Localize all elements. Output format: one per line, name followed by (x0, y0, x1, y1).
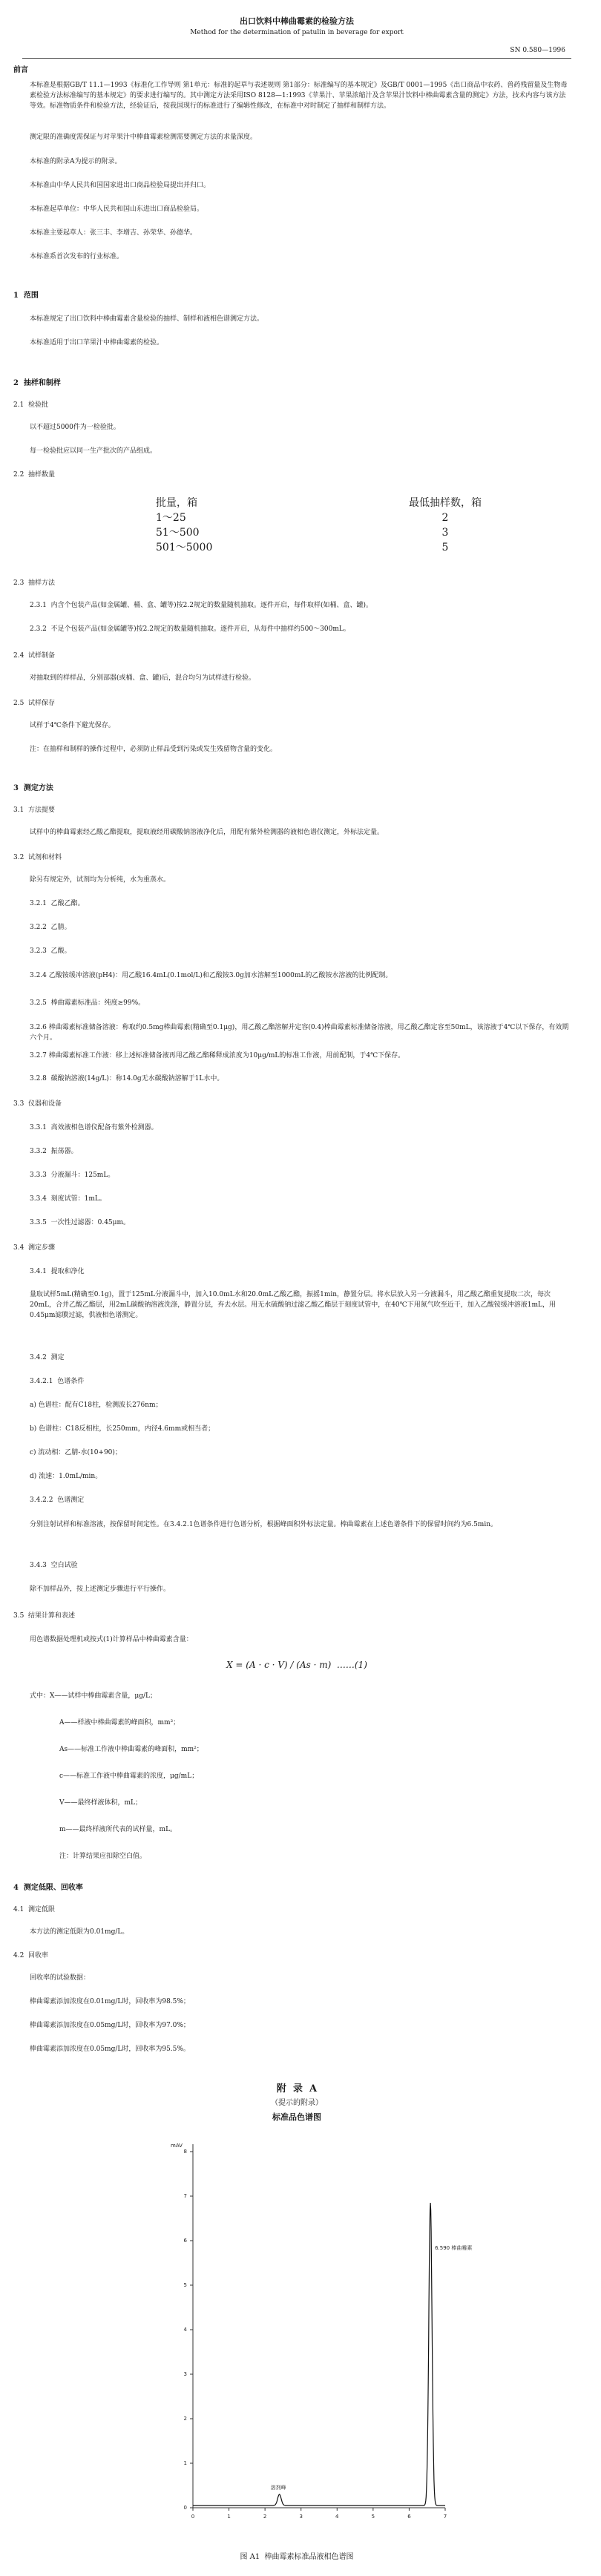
section-heading: 2 抽样和制样 (13, 379, 61, 387)
equipment-item: 3.3.1 高效液相色谱仪配备有紫外检测器。 (30, 1124, 158, 1131)
chart-y-tick-label: 3 (183, 2371, 187, 2377)
chart-x-tick-label: 4 (335, 2514, 339, 2520)
foreword-paragraph: 测定限的准确度需保证与对苹果汁中棒曲霉素检测需要测定方法的求量深度。 (30, 134, 257, 141)
table-row (156, 525, 542, 540)
formula: X = (A · c · V) / (As · m) ……(1) (226, 1660, 367, 1670)
appendix-title: 附 录 A (276, 2083, 318, 2094)
reagent-item: 3.2.3 乙酸。 (30, 947, 71, 955)
section-text: 每一检验批应以同一生产批次的产品组成。 (30, 447, 157, 455)
chart-y-label: mAV (171, 2143, 183, 2149)
section-text: 对抽取到的样样品，分别部器(或桶、盒、罐)后，混合均匀为试样进行检验。 (30, 674, 256, 682)
recovery-line: 棒曲霉素添加浓度在0.01mg/L时，回收率为98.5%； (30, 1998, 190, 2005)
section-text: 2.3.2 不足个包装产品(如金属罐等)按2.2规定的数量随机抽取。逐件开启，从每件中抽样约500～300mL。 (30, 625, 350, 633)
chart-y-tick-label: 2 (183, 2416, 187, 2422)
foreword-paragraph: 本标准起草单位：中华人民共和国山东进出口商品检验局。 (30, 206, 204, 213)
section-text: 量取试样5mL(精确至0.1g)，置于125mL分液漏斗中，加入10.0mL水和20.0mL乙酸乙酯，振摇1min，静置分层。将水层放入另一分液漏斗，用乙酸乙酯重复提取二次，每次20mL，合并乙酸乙酯层，用2mL碳酸钠溶液洗涤，静置分层，弃去水层。用无水硫酸钠过滤乙酸乙酯层于刻度试管中，在40℃下用氮气吹至近干，加入乙酸铵缓冲溶液1mL，用0.45μm滤膜过滤，供液相色谱测定。 (30, 1291, 556, 1319)
subsection-heading: 2.1 检验批 (13, 401, 49, 409)
chart-y-ticks (184, 2149, 193, 2511)
section-text: 本标准规定了出口饮料中棒曲霉素含量检验的抽样、制样和液相色谱测定方法。 (30, 315, 264, 323)
section-text: 试样中的棒曲霉素经乙酸乙酯提取，提取液经用碳酸钠溶液净化后，用配有紫外检测器的液相色谱仪测定，外标法定量。 (30, 829, 384, 836)
chart-x-tick-label: 1 (227, 2514, 231, 2520)
equipment-item: 3.3.4 刻度试管：1mL。 (30, 1195, 106, 1203)
subsection-heading: 3.4 测定步骤 (13, 1244, 56, 1252)
subsubsection-heading: 3.4.1 提取和净化 (30, 1268, 85, 1275)
reagent-item: 3.2.1 乙酸乙酯。 (30, 900, 85, 907)
peak-label-patulin: 6.590 棒曲霉素 (435, 2245, 473, 2251)
section-text: 除另有规定外，试剂均为分析纯，水为重蒸水。 (30, 876, 171, 884)
subsubsection-heading: 3.4.2.2 色谱测定 (30, 1496, 85, 1504)
section-text: 本方法的测定低限为0.01mg/L。 (30, 1928, 129, 1936)
reagent-item: 3.2.2 乙腈。 (30, 924, 71, 931)
section-text: 回收率的试验数据： (30, 1974, 91, 1982)
chart-x-tick-label: 6 (407, 2514, 411, 2520)
table-row (156, 540, 542, 555)
subsection-heading: 4.2 回收率 (13, 1952, 49, 1959)
subsubsection-heading: 3.4.2.1 色谱条件 (30, 1378, 85, 1385)
formula-note: 注：计算结果应扣除空白值。 (59, 1853, 147, 1860)
equipment-item: 3.3.5 一次性过滤器：0.45μm。 (30, 1219, 131, 1226)
recovery-line: 棒曲霉素添加浓度在0.05mg/L时，回收率为97.0%； (30, 2022, 190, 2029)
subsection-heading: 2.4 试样制备 (13, 652, 56, 660)
table-cell-lot: 51～500 (156, 527, 200, 539)
chromatography-condition: c) 流动相：乙腈-水(10+90)； (30, 1449, 122, 1456)
table-header-row (156, 496, 542, 510)
subsection-heading: 3.2 试剂和材料 (13, 854, 62, 861)
section-text: 用色谱数据处理机或按式(1)计算样品中棒曲霉素含量： (30, 1636, 193, 1643)
formula-where: 式中：X——试样中棒曲霉素含量，μg/L； (30, 1692, 157, 1700)
foreword-paragraph: 本标准是根据GB/T 11.1—1993《标准化工作导则 第1单元：标准的起草与表述规则 第1部分：标准编写的基本规定》及GB/T 0001—1995《出口商品中农药、兽药残留量及生物毒素检验方法标准编写的基本规定》的要求进行编写的。其中测定方法采用ISO 8128—1:1993《苹果汁、苹果浓缩汁及含苹果汁饮料中棒曲霉素含量的测定》方法，技术内容与该方法等效。标准物质条件和检验方法，经验证后，按我国现行的标准进行了编辑性修改，在标准中对时制定了抽样和制样方法。 (30, 82, 568, 110)
section-heading: 4 测定低限、回收率 (13, 1884, 83, 1892)
subsubsection-heading: 3.4.2 测定 (30, 1354, 65, 1361)
section-text: 试样于4℃条件下避光保存。 (30, 722, 115, 729)
chart-trace-line (193, 2203, 445, 2506)
chart-y-tick-label: 0 (183, 2505, 187, 2511)
chart-y-tick-label: 8 (183, 2149, 187, 2155)
section-text: 本标准适用于出口苹果汁中棒曲霉素的检验。 (30, 339, 164, 346)
section-text: 2.3.1 内含个包装产品(如金属罐、桶、盒、罐等)按2.2规定的数量随机抽取。逐件开启，每件取样(如桶、盒、罐)。 (30, 602, 372, 609)
document-title: 出口饮料中棒曲霉素的检验方法 (240, 16, 354, 26)
chart-x-tick-label: 7 (443, 2514, 447, 2520)
formula-variable: As——标准工作液中棒曲霉素的峰面积，mm²； (59, 1746, 203, 1753)
standard-number: SN 0.580—1996 (510, 47, 565, 54)
chromatography-condition: b) 色谱柱：C18反相柱，长250mm，内径4.6mm或相当者； (30, 1425, 215, 1433)
subsection-heading: 3.3 仪器和设备 (13, 1100, 62, 1108)
equipment-item: 3.3.2 振荡器。 (30, 1148, 78, 1155)
reagent-item: 3.2.8 碳酸钠溶液(14g/L)：称14.0g无水碳酸钠溶解于1L水中。 (30, 1075, 224, 1082)
subsection-heading: 2.2 抽样数量 (13, 471, 56, 479)
recovery-line: 棒曲霉素添加浓度在0.05mg/L时，回收率为95.5%。 (30, 2046, 190, 2053)
subsection-heading: 3.1 方法提要 (13, 806, 56, 814)
reagent-item: 3.2.5 棒曲霉素标准品：纯度≥99%。 (30, 999, 145, 1007)
reagent-item: 3.2.7 棒曲霉素标准工作液：移上述标准储备液再用乙酸乙酯稀释成浓度为10μg/mL的标准工作液，用前配制，于4℃下保存。 (30, 1052, 405, 1059)
chart-x-tick-label: 5 (371, 2514, 375, 2520)
appendix-subtitle: （提示的附录） (271, 2099, 323, 2107)
formula-variable: m——最终样液所代表的试样量，mL。 (59, 1826, 177, 1833)
chart-y-tick-label: 4 (183, 2327, 187, 2333)
reagent-item: 3.2.6 棒曲霉素标准储备溶液：称取约0.5mg棒曲霉素(精确至0.1μg)，用乙酸乙酯溶解并定容(0.4)棒曲霉素标准储备溶液，用乙酸乙酯定容至50mL，该溶液于4℃以下保存，有效期六个月。 (30, 1024, 569, 1042)
subsubsection-heading: 3.4.3 空白试验 (30, 1562, 78, 1569)
section-text: 以不超过5000件为一检验批。 (30, 424, 120, 431)
section-note: 注：在抽样和制样的操作过程中，必须防止样品受到污染或发生残留物含量的变化。 (30, 746, 277, 753)
chart-y-tick-label: 7 (183, 2193, 187, 2199)
table-row (156, 510, 542, 525)
chart-x-tick-label: 0 (191, 2514, 195, 2520)
table-header-lot: 批量，箱 (156, 497, 197, 509)
section-heading: 3 测定方法 (13, 784, 53, 792)
chart-x-tick-label: 2 (263, 2514, 267, 2520)
table-cell-min: 2 (441, 512, 449, 524)
chart-x-tick-label: 3 (299, 2514, 303, 2520)
reagent-item: 3.2.4 乙酸铵缓冲溶液(pH4)：用乙酸16.4mL(0.1mol/L)和乙酸铵3.0g加水溶解至1000mL的乙酸铵水溶液的比例配制。 (30, 972, 393, 979)
equipment-item: 3.3.3 分液漏斗：125mL。 (30, 1172, 115, 1179)
document-subtitle: Method for the determination of patulin in beverage for export (190, 29, 404, 36)
peak-label-solvent: 溶剂峰 (270, 2485, 286, 2491)
foreword-heading: 前言 (13, 66, 28, 74)
sampling-table (156, 496, 542, 555)
section-heading: 1 范围 (13, 292, 39, 300)
section-text: 分别注射试样和标准溶液，按保留时间定性。在3.4.2.1色谱条件进行色谱分析，根据峰面积外标法定量。棒曲霉素在上述色谱条件下的保留时间约为6.5min。 (30, 1521, 498, 1528)
chart-y-tick-label: 1 (183, 2460, 187, 2466)
subsection-heading: 2.3 抽样方法 (13, 579, 56, 587)
figure-caption: 图 A1 棒曲霉素标准品液相色谱图 (240, 2553, 354, 2561)
formula-variable: A——样液中棒曲霉素的峰面积，mm²； (59, 1719, 180, 1726)
subsection-heading: 4.1 测定低限 (13, 1906, 56, 1913)
foreword-paragraph: 本标准由中华人民共和国国家进出口商品检验局提出并归口。 (30, 182, 211, 189)
formula-variable: c——标准工作液中棒曲霉素的浓度，μg/mL； (59, 1772, 199, 1780)
chart-y-tick-label: 6 (183, 2238, 187, 2244)
chart-x-ticks (191, 2508, 447, 2520)
table-cell-min: 3 (441, 527, 449, 539)
table-cell-lot: 501～5000 (156, 542, 213, 553)
chart-y-tick-label: 5 (183, 2282, 187, 2288)
chromatography-condition: d) 流速：1.0mL/min。 (30, 1473, 102, 1480)
chromatogram-chart (163, 2137, 473, 2537)
subsection-heading: 3.5 结果计算和表述 (13, 1612, 76, 1620)
table-cell-lot: 1～25 (156, 512, 186, 524)
table-cell-min: 5 (441, 542, 449, 553)
appendix-name: 标准品色谱图 (272, 2112, 321, 2122)
chromatography-condition: a) 色谱柱：配有C18柱，检测波长276nm； (30, 1402, 162, 1409)
foreword-paragraph: 本标准系首次发布的行业标准。 (30, 253, 124, 260)
section-text: 除不加样品外，按上述测定步骤进行平行操作。 (30, 1586, 171, 1593)
subsection-heading: 2.5 试样保存 (13, 700, 56, 707)
foreword-paragraph: 本标准主要起草人：张三丰、李增吉、孙荣华、孙德华。 (30, 229, 197, 237)
formula-variable: V——最终样液体积，mL； (59, 1799, 142, 1807)
table-header-min: 最低抽样数，箱 (409, 497, 482, 509)
header-rule (22, 58, 571, 59)
foreword-paragraph: 本标准的附录A为提示的附录。 (30, 158, 122, 165)
